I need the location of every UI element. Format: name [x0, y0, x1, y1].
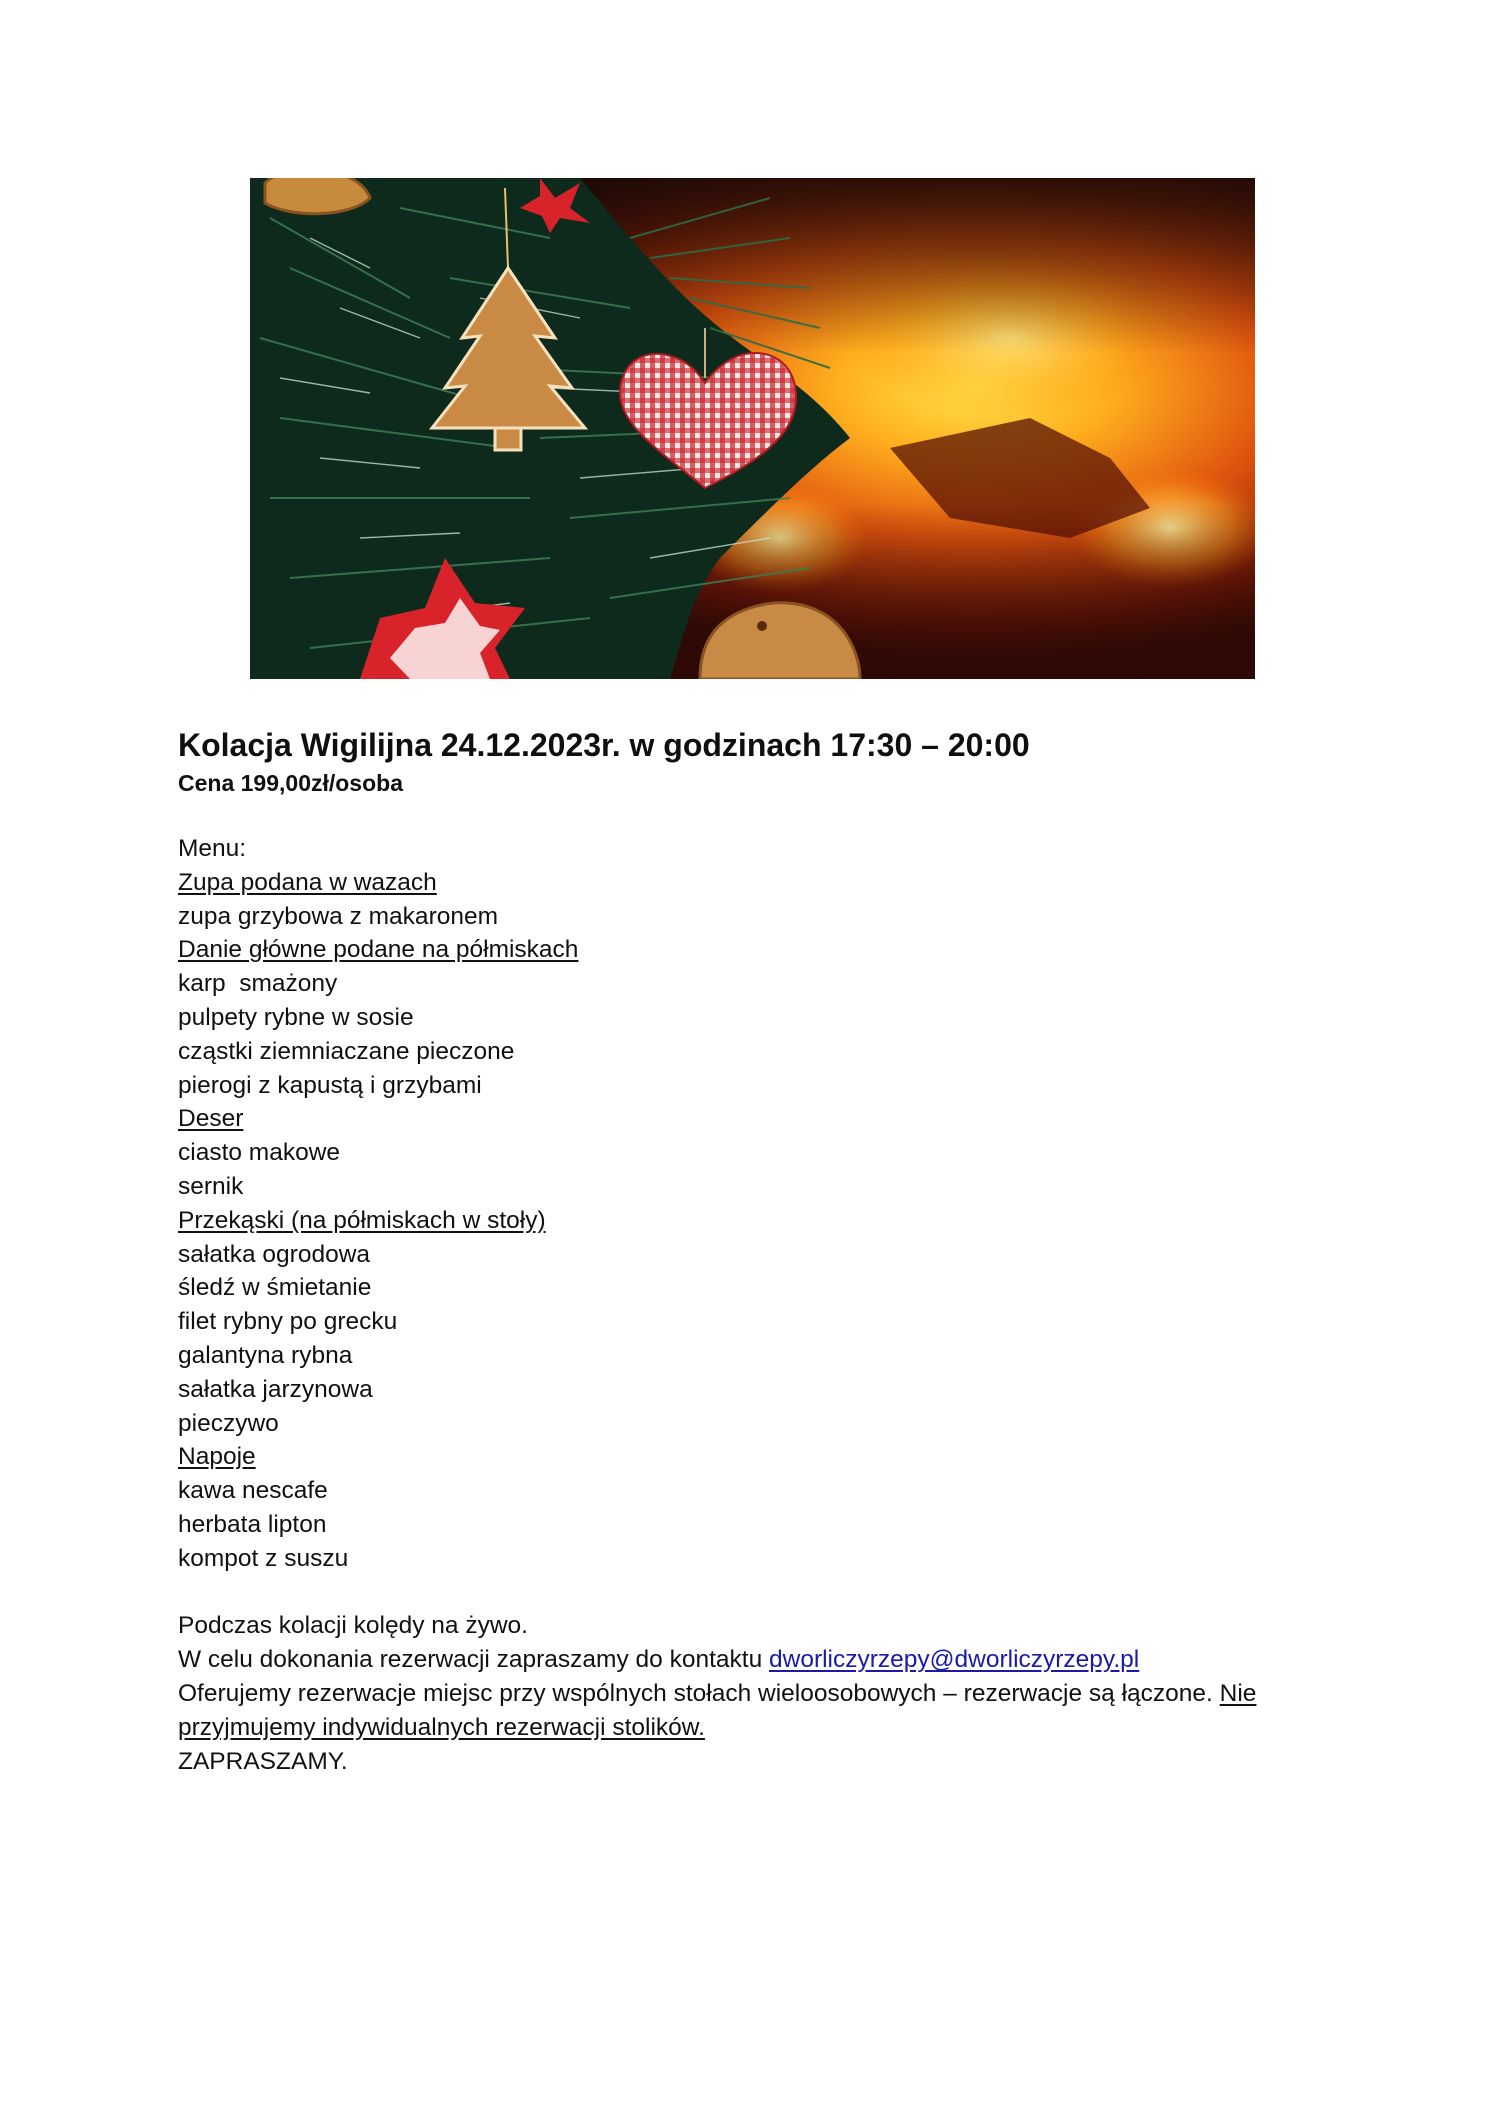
menu-item: kompot z suszu: [178, 1544, 349, 1572]
menu-section-heading: Deser: [178, 1105, 244, 1133]
menu-item: śledź w śmietanie: [178, 1274, 372, 1302]
reservation-note: Nie przyjmujemy indywidualnych rezerwacji stolików.: [178, 1679, 1257, 1741]
contact-text: W celu dokonania rezerwacji zapraszamy do kontaktu: [178, 1646, 770, 1674]
menu-item: kawa nescafe: [178, 1477, 328, 1505]
event-price: Cena 199,00zł/osoba: [178, 770, 403, 796]
menu-item: pieczywo: [178, 1409, 279, 1437]
menu-label: Menu:: [178, 835, 247, 862]
carols-note: Podczas kolacji kolędy na żywo.: [178, 1612, 528, 1640]
contact-line: [178, 1643, 1328, 1677]
menu-item: pulpety rybne w sosie: [178, 1003, 414, 1031]
contact-email-link[interactable]: dworliczyrzepy@dworliczyrzepy.pl: [769, 1646, 1140, 1674]
menu-item: sernik: [178, 1172, 244, 1200]
menu-item: zupa grzybowa z makaronem: [178, 902, 499, 930]
menu-section-heading: Zupa podana w wazach: [178, 868, 437, 896]
reservation-text: Oferujemy rezerwacje miejsc przy wspólnych stołach wieloosobowych – rezerwacje są łączone.: [178, 1679, 1220, 1707]
christmas-fireplace-illustration: [250, 178, 1255, 679]
menu-item: karp smażony: [178, 970, 338, 998]
menu-item: sałatka jarzynowa: [178, 1375, 373, 1403]
closing-text: ZAPRASZAMY.: [178, 1747, 348, 1775]
menu-item: cząstki ziemniaczane pieczone: [178, 1037, 515, 1065]
menu-section-heading: Napoje: [178, 1443, 256, 1471]
menu-item: ciasto makowe: [178, 1139, 341, 1167]
spacer: [178, 1576, 1328, 1610]
menu-item: herbata lipton: [178, 1510, 327, 1538]
menu-item: filet rybny po grecku: [178, 1308, 398, 1336]
menu-item: sałatka ogrodowa: [178, 1240, 371, 1268]
menu-item: galantyna rybna: [178, 1341, 353, 1369]
menu-item: pierogi z kapustą i grzybami: [178, 1071, 482, 1099]
hero-image: [250, 178, 1255, 679]
menu-section-heading: Przekąski (na półmiskach w stoły): [178, 1206, 546, 1234]
menu-section-heading: Danie główne podane na półmiskach: [178, 936, 579, 964]
event-title: Kolacja Wigilijna 24.12.2023r. w godzinach 17:30 – 20:00: [178, 727, 1030, 763]
document-body: [178, 722, 1328, 1778]
reservation-paragraph: [178, 1677, 1328, 1745]
